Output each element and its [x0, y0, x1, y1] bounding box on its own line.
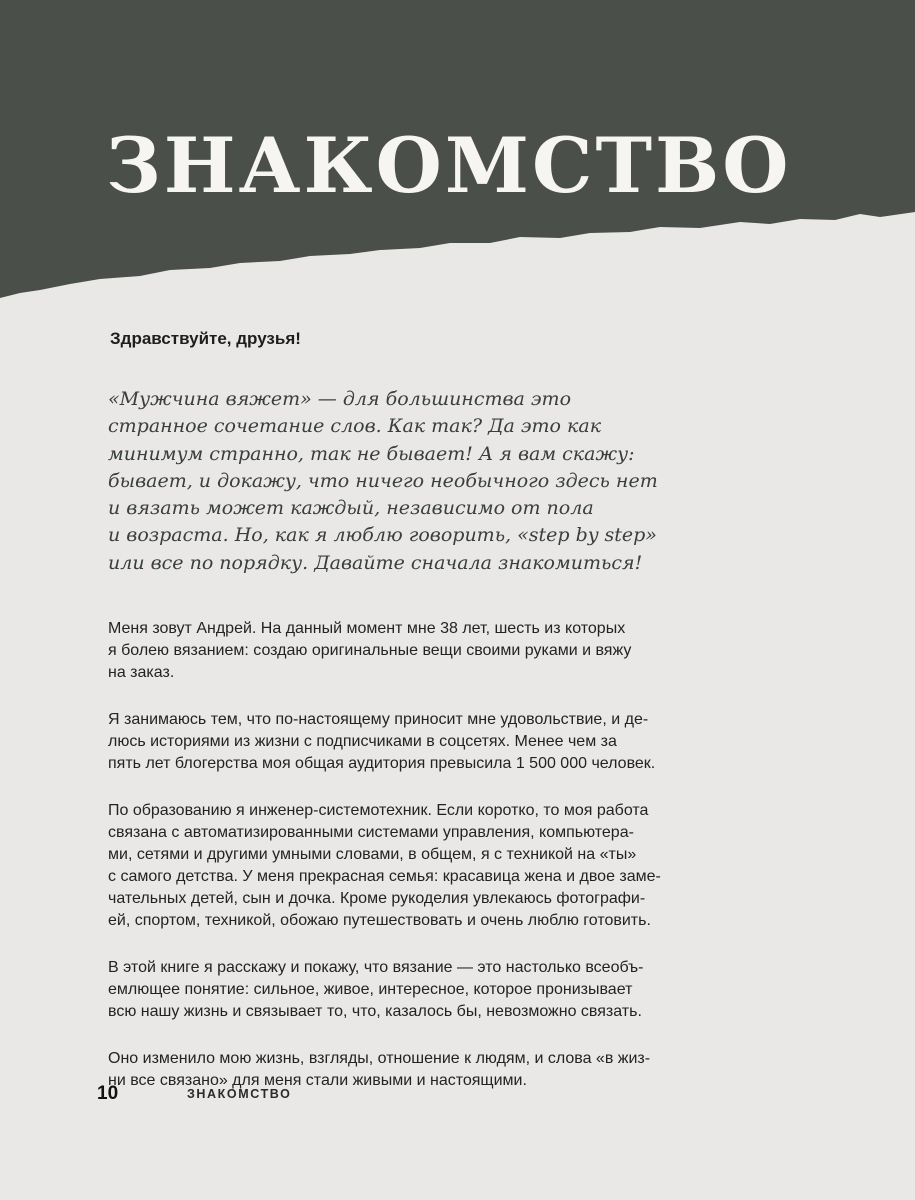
epigraph-line: бывает, и докажу, что ничего необычного здесь нет	[108, 469, 658, 492]
paragraph-line: чательных детей, сын и дочка. Кроме рукоделия увлекаюсь фотографи-	[108, 890, 646, 907]
epigraph-line: или все по порядку. Давайте сначала знакомиться!	[108, 551, 643, 574]
paragraph-line: я болею вязанием: создаю оригинальные вещи своими руками и вяжу	[108, 642, 632, 659]
paragraph-blog	[108, 709, 708, 775]
paragraph-line: связана с автоматизированными системами управления, компьютера-	[108, 824, 634, 841]
paragraph-education	[108, 800, 708, 932]
paragraph-line: Оно изменило мою жизнь, взгляды, отношение к людям, и слова «в жиз-	[108, 1050, 651, 1067]
chapter-title: ЗНАКОМСТВО	[106, 121, 792, 210]
paragraph-line: пять лет блогерства моя общая аудитория превысила 1 500 000 человек.	[108, 755, 656, 772]
paragraph-book	[108, 957, 708, 1023]
paragraph-conclusion	[108, 1048, 708, 1092]
paragraph-line: емлющее понятие: сильное, живое, интересное, которое пронизывает	[108, 981, 633, 998]
paragraph-line: на заказ.	[108, 664, 175, 681]
paragraph-line: люсь историями из жизни с подписчиками в соцсетях. Менее чем за	[108, 733, 617, 750]
paragraph-line: с самого детства. У меня прекрасная семья: красавица жена и двое заме-	[108, 868, 661, 885]
body-text	[108, 618, 708, 1117]
epigraph	[108, 386, 668, 577]
paragraph-line: ей, спортом, техникой, обожаю путешествовать и очень люблю готовить.	[108, 912, 651, 929]
paragraph-line: По образованию я инженер-системотехник. Если коротко, то моя работа	[108, 802, 649, 819]
epigraph-line: и возраста. Но, как я люблю говорить, «step by step»	[108, 524, 657, 547]
epigraph-line: «Мужчина вяжет» — для большинства это	[108, 388, 572, 410]
epigraph-line: и вязать может каждый, независимо от пола	[108, 497, 594, 520]
running-head: ЗНАКОМСТВО	[187, 1087, 292, 1101]
paragraph-line: Меня зовут Андрей. На данный момент мне 38 лет, шесть из которых	[108, 620, 626, 637]
paragraph-line: ни все связано» для меня стали живыми и настоящими.	[108, 1072, 527, 1089]
paragraph-intro	[108, 618, 708, 684]
epigraph-line: странное сочетание слов. Как так? Да это как	[108, 415, 602, 438]
paragraph-line: В этой книге я расскажу и покажу, что вязание — это настолько всеобъ-	[108, 959, 644, 976]
paragraph-line: всю нашу жизнь и связывает то, что, казалось бы, невозможно связать.	[108, 1003, 642, 1020]
paragraph-line: ми, сетями и другими умными словами, в общем, я с техникой на «ты»	[108, 846, 637, 863]
page-number: 10	[97, 1083, 119, 1104]
paragraph-line: Я занимаюсь тем, что по-настоящему приносит мне удовольствие, и де-	[108, 711, 649, 728]
epigraph-line: минимум странно, так не бывает! А я вам скажу:	[108, 442, 635, 465]
greeting: Здравствуйте, друзья!	[110, 329, 301, 348]
